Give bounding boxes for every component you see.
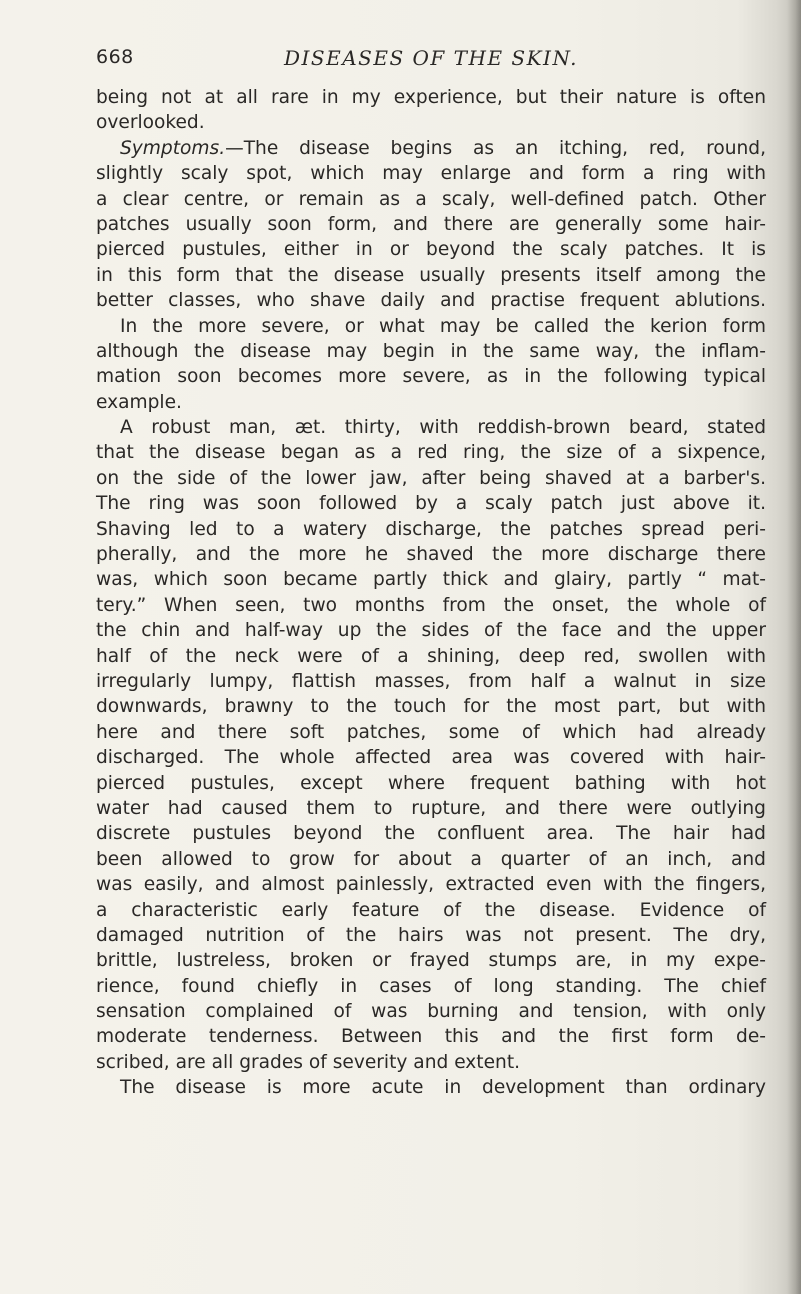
text-line: [96, 618, 766, 643]
line-text: patches usually soon form, and there are generally some hair-: [96, 213, 766, 235]
text-line: [96, 567, 766, 592]
line-text: on the side of the lower jaw, after being shaved at a barber's.: [96, 467, 766, 489]
line-text: although the disease may begin in the same way, the inflam-: [96, 340, 766, 362]
text-line: [96, 872, 766, 897]
line-text: Shaving led to a watery discharge, the patches spread peri-: [96, 518, 766, 540]
line-text: A robust man, æt. thirty, with reddish-brown beard, stated: [120, 417, 766, 439]
text-line: [96, 364, 766, 389]
text-line: [96, 923, 766, 948]
line-text: mation soon becomes more severe, as in the following typical: [96, 366, 766, 388]
line-text: was easily, and almost painlessly, extracted even with the fingers,: [96, 874, 766, 896]
line-text: sensation complained of was burning and tension, with only: [96, 1001, 766, 1023]
text-line: [96, 1024, 766, 1049]
text-line: [96, 440, 766, 465]
running-title: DISEASES OF THE SKIN.: [284, 46, 579, 70]
line-text: a characteristic early feature of the disease. Evidence of: [96, 899, 766, 921]
text-line: [96, 314, 766, 339]
text-line: [96, 110, 766, 135]
text-line: [96, 1050, 766, 1075]
running-head: [96, 46, 776, 74]
line-text: that the disease began as a red ring, the size of a sixpence,: [96, 442, 766, 464]
text-line: [96, 263, 766, 288]
text-line: [96, 821, 766, 846]
text-line: [96, 542, 766, 567]
line-text: overlooked.: [96, 112, 205, 134]
text-line: [96, 898, 766, 923]
line-text: better classes, who shave daily and practise frequent ablutions.: [96, 290, 766, 312]
text-line: [96, 136, 766, 161]
line-text: rience, found chiefly in cases of long standing. The chief: [96, 975, 766, 997]
text-line: [96, 212, 766, 237]
line-text: slightly scaly spot, which may enlarge and form a ring with: [96, 163, 766, 185]
text-line: [96, 415, 766, 440]
line-text: a clear centre, or remain as a scaly, well-defined patch. Other: [96, 188, 766, 210]
line-text: downwards, brawny to the touch for the most part, but with: [96, 696, 766, 718]
line-text: damaged nutrition of the hairs was not present. The dry,: [96, 924, 766, 946]
line-text: tery.” When seen, two months from the onset, the whole of: [96, 594, 766, 616]
line-text: been allowed to grow for about a quarter of an inch, and: [96, 848, 766, 870]
line-text: scribed, are all grades of severity and extent.: [96, 1051, 521, 1073]
line-text: example.: [96, 391, 182, 413]
text-line: [96, 771, 766, 796]
text-line: [96, 847, 766, 872]
line-text: water had caused them to rupture, and there were outlying: [96, 797, 766, 819]
text-line: [96, 974, 766, 999]
text-line: [96, 644, 766, 669]
text-line: [96, 161, 766, 186]
text-line: [96, 288, 766, 313]
text-line: [96, 948, 766, 973]
text-line: [96, 466, 766, 491]
text-line: [96, 1075, 766, 1100]
body-text: [96, 85, 766, 1101]
line-text: pierced pustules, except where frequent bathing with hot: [96, 772, 766, 794]
text-line: [96, 720, 766, 745]
line-text: pierced pustules, either in or beyond the scaly patches. It is: [96, 239, 766, 261]
line-text: in this form that the disease usually presents itself among the: [96, 264, 766, 286]
text-line: [96, 999, 766, 1024]
line-text: the chin and half-way up the sides of the face and the upper: [96, 620, 766, 642]
text-line: [96, 237, 766, 262]
page-edge-shadow: [787, 0, 801, 1294]
page-number: 668: [96, 46, 134, 68]
line-text: brittle, lustreless, broken or frayed stumps are, in my expe-: [96, 950, 766, 972]
text-line: [96, 390, 766, 415]
text-line: [96, 745, 766, 770]
line-text: being not at all rare in my experience, but their nature is often: [96, 87, 766, 108]
text-line: [96, 694, 766, 719]
line-text: —The disease begins as an itching, red, round,: [225, 137, 766, 159]
text-line: [96, 339, 766, 364]
text-line: [96, 796, 766, 821]
line-text: half of the neck were of a shining, deep red, swollen with: [96, 645, 766, 667]
text-line: [96, 593, 766, 618]
text-line: [96, 85, 766, 110]
text-line: [96, 669, 766, 694]
line-text: moderate tenderness. Between this and the first form de-: [96, 1026, 766, 1048]
line-text: was, which soon became partly thick and glairy, partly “ mat-: [96, 569, 766, 591]
line-text: The disease is more acute in development than ordinary: [120, 1077, 766, 1099]
text-line: [96, 517, 766, 542]
line-text: discrete pustules beyond the confluent area. The hair had: [96, 823, 766, 845]
line-text: pherally, and the more he shaved the more discharge there: [96, 544, 766, 566]
section-heading: Symptoms.: [120, 137, 226, 159]
line-text: discharged. The whole affected area was covered with hair-: [96, 747, 766, 769]
line-text: here and there soft patches, some of which had already: [96, 721, 766, 743]
text-line: [96, 491, 766, 516]
line-text: In the more severe, or what may be called the kerion form: [120, 315, 766, 337]
line-text: irregularly lumpy, flattish masses, from half a walnut in size: [96, 670, 766, 692]
text-line: [96, 187, 766, 212]
line-text: The ring was soon followed by a scaly patch just above it.: [96, 493, 766, 515]
